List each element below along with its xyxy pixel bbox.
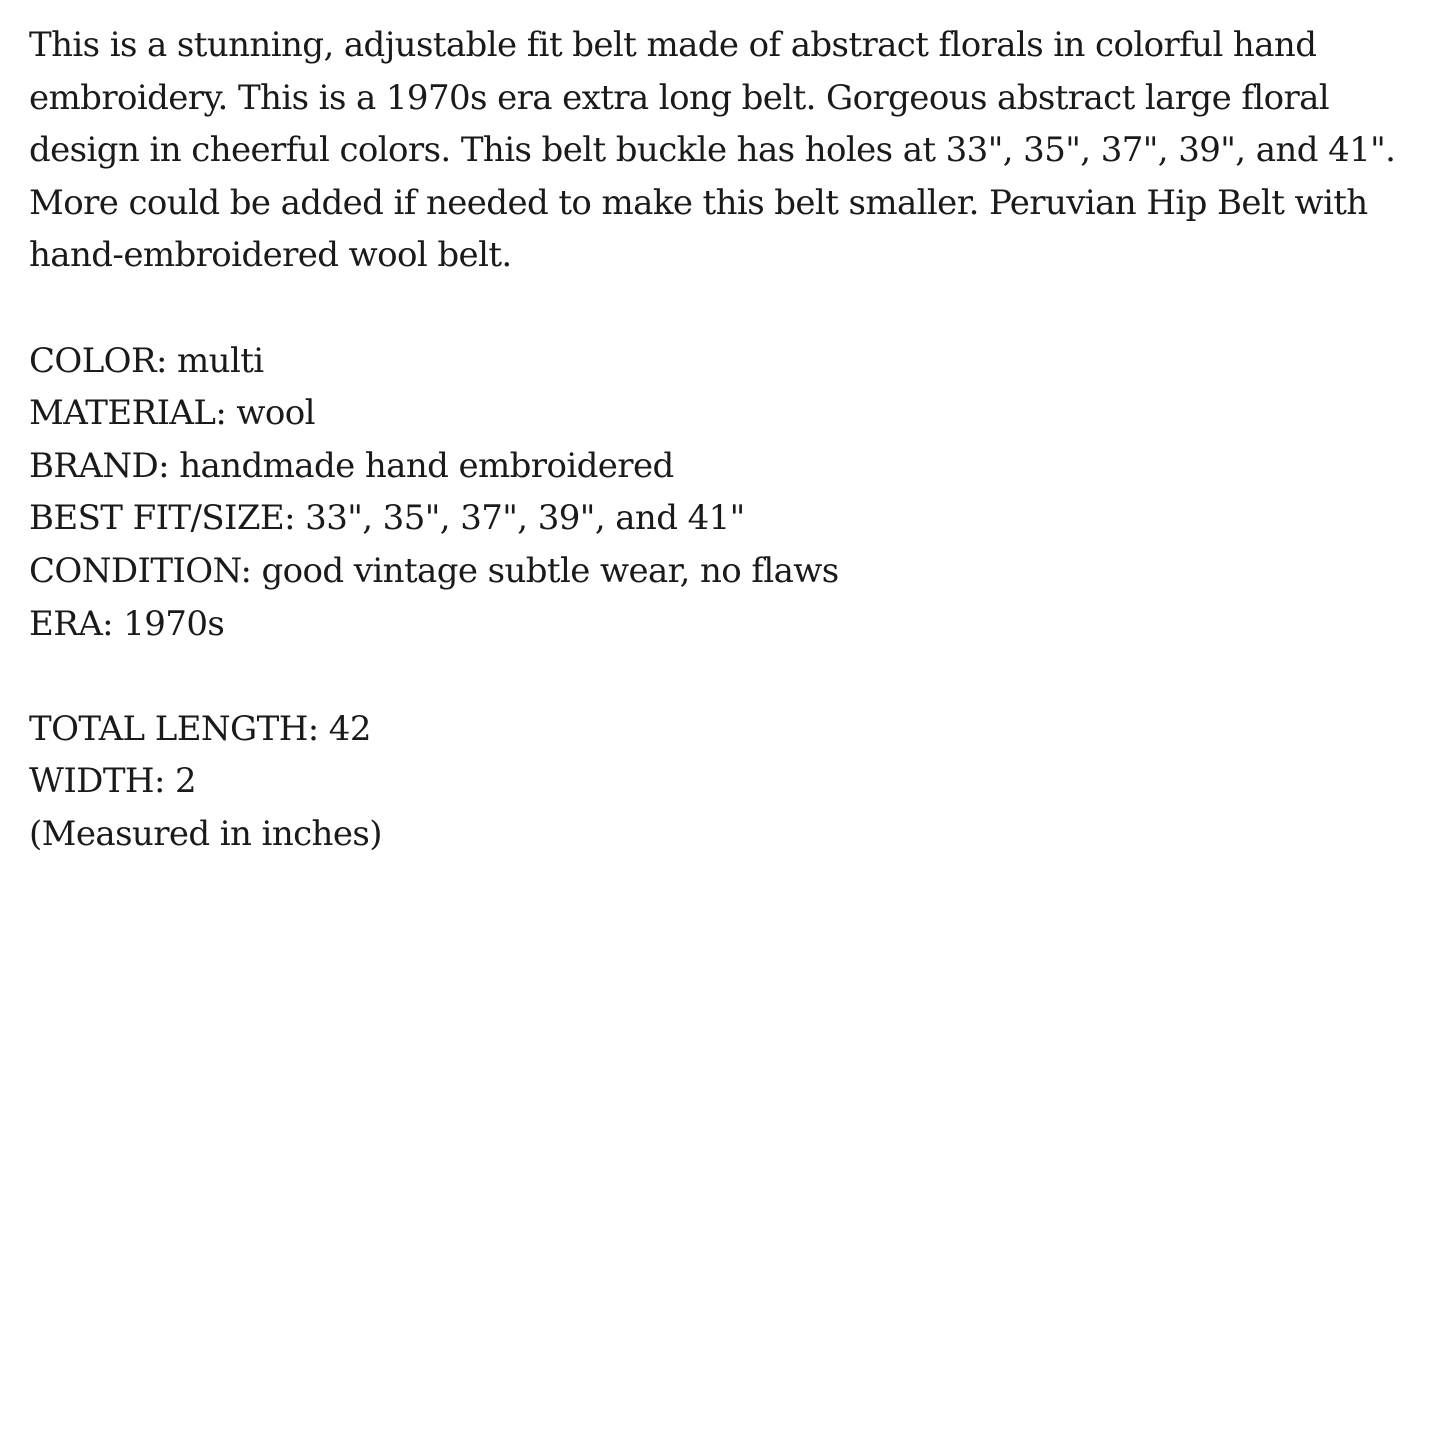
description-line: This is a stunning, adjustable fit belt made of abstract florals in colorful hand (29, 25, 1317, 65)
description-line: More could be added if needed to make this belt smaller. Peruvian Hip Belt with (29, 182, 1368, 223)
details-list (29, 335, 1419, 651)
measurement-total-length: TOTAL LENGTH: 42 (29, 708, 371, 749)
detail-best-fit: BEST FIT/SIZE: 33", 35", 37", 39", and 41" (29, 498, 745, 539)
detail-material: MATERIAL: wool (29, 393, 315, 434)
description-line: design in cheerful colors. This belt buckle has holes at 33", 35", 37", 39", and 41". (29, 130, 1396, 171)
detail-era: ERA: 1970s (29, 603, 225, 644)
detail-color: COLOR: multi (29, 340, 264, 381)
detail-brand: BRAND: handmade hand embroidered (29, 445, 674, 486)
measurement-units-note: (Measured in inches) (29, 813, 382, 854)
description-line: hand-embroidered wool belt. (29, 235, 512, 276)
listing-description (29, 19, 1419, 861)
spacer (29, 282, 1419, 335)
detail-condition: CONDITION: good vintage subtle wear, no flaws (29, 550, 839, 591)
measurements-list (29, 703, 1419, 861)
description-line: embroidery. This is a 1970s era extra long belt. Gorgeous abstract large floral (29, 77, 1330, 118)
description-paragraph (29, 19, 1419, 282)
spacer (29, 650, 1419, 703)
measurement-width: WIDTH: 2 (29, 761, 197, 802)
